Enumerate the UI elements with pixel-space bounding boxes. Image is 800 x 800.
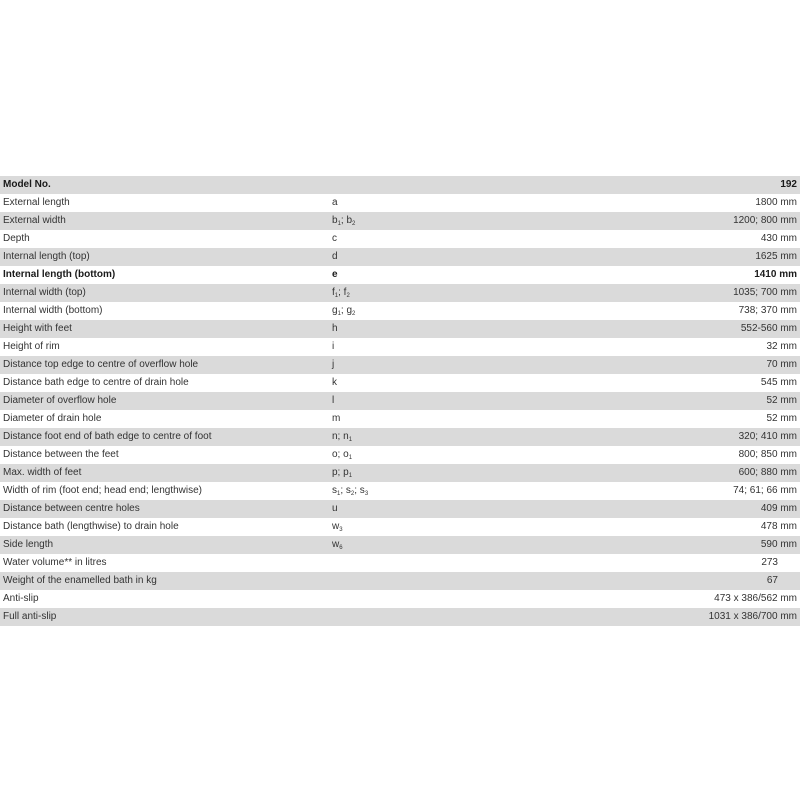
row-value: 800; 850 mm [738,449,797,460]
table-row [0,230,800,248]
row-label: External length [3,197,70,208]
row-label: Max. width of feet [3,467,82,478]
row-symbol [332,212,355,230]
row-label: Distance bath (lengthwise) to drain hole [3,521,179,532]
table-row [0,428,800,446]
row-symbol [332,518,343,536]
row-value: 1035; 700 mm [733,287,797,298]
table-row [0,302,800,320]
row-label: Height of rim [3,341,60,352]
row-value: 478 mm [760,521,797,532]
spec-table [0,176,800,626]
symbol-subscript: 2 [352,311,356,317]
row-value: 32 mm [766,341,797,352]
symbol-letter: c [332,233,337,244]
symbol-letter: a [332,197,338,208]
row-value: 738; 370 mm [738,305,797,316]
symbol-letter: s [332,485,337,496]
symbol-letter: w [332,521,340,532]
table-row [0,338,800,356]
row-label: Distance between centre holes [3,503,140,514]
row-symbol [332,248,338,266]
row-symbol [332,500,338,518]
symbol-subscript: 2 [350,491,355,497]
row-value: 552-560 mm [740,323,797,334]
row-symbol [332,194,338,212]
symbol-subscript: 1 [337,221,341,227]
symbol-letter: ; s [340,485,351,496]
row-value: 1200; 800 mm [733,215,797,226]
row-label: Distance bath edge to centre of drain hole [3,377,189,388]
row-symbol [332,536,343,554]
row-label: Diameter of overflow hole [3,395,117,406]
table-row [0,176,800,194]
row-label: Internal width (bottom) [3,305,103,316]
table-row [0,374,800,392]
row-value: 1410 mm [754,269,797,280]
table-row [0,212,800,230]
row-label: Anti-slip [3,593,39,604]
symbol-subscript: 1 [337,491,341,497]
row-value: 67 [766,575,778,586]
row-label: Height with feet [3,323,72,334]
symbol-letter: u [332,503,338,514]
row-symbol [332,428,352,446]
row-value: 320; 410 mm [738,431,797,442]
row-label: Weight of the enamelled bath in kg [3,575,157,586]
table-row [0,482,800,500]
symbol-letter: p; p [332,467,349,478]
table-row [0,554,800,572]
row-symbol [332,230,337,248]
row-symbol [332,446,352,464]
symbol-subscript: 2 [352,221,356,227]
row-value: 590 mm [760,539,797,550]
table-row [0,590,800,608]
symbol-letter: ; b [340,215,353,226]
symbol-letter: n; n [332,431,349,442]
symbol-subscript: 1 [348,455,353,461]
table-row [0,284,800,302]
row-symbol [332,266,338,284]
row-label: Internal length (bottom) [3,269,116,280]
row-label: Internal width (top) [3,287,86,298]
row-symbol [332,320,338,338]
row-symbol [332,392,334,410]
symbol-subscript: 2 [346,293,350,299]
symbol-letter: h [332,323,338,334]
symbol-letter: ; f [338,287,347,298]
symbol-letter: e [332,269,338,280]
table-row [0,194,800,212]
row-symbol [332,284,350,302]
symbol-letter: ; g [340,305,353,316]
row-label: Diameter of drain hole [3,413,102,424]
row-value: 1625 mm [755,251,797,262]
table-row [0,608,800,626]
symbol-letter: b [332,215,338,226]
row-label: Depth [3,233,30,244]
symbol-letter: g [332,305,338,316]
row-label: Full anti-slip [3,611,57,622]
symbol-subscript: 1 [348,473,353,479]
symbol-letter: l [332,395,335,406]
table-row [0,320,800,338]
symbol-subscript: 6 [339,545,343,551]
row-value: 273 [761,557,778,568]
table-row [0,410,800,428]
row-value: 1800 mm [755,197,797,208]
row-value: 600; 880 mm [738,467,797,478]
symbol-subscript: 1 [337,311,341,317]
table-row [0,500,800,518]
row-symbol [332,302,355,320]
row-symbol [332,338,334,356]
row-value: 430 mm [760,233,797,244]
row-value: 192 [780,179,797,190]
symbol-letter: i [332,341,335,352]
row-symbol [332,374,337,392]
row-symbol [332,410,340,428]
table-row [0,572,800,590]
row-value: 74; 61; 66 mm [733,485,797,496]
row-symbol [332,464,352,482]
table-row [0,536,800,554]
row-value: 52 mm [766,413,797,424]
row-value: 473 x 386/562 mm [714,593,797,604]
symbol-letter: m [332,413,341,424]
symbol-letter: w [332,539,340,550]
row-label: Distance top edge to centre of overflow hole [3,359,199,370]
table-row [0,392,800,410]
row-label: Internal length (top) [3,251,90,262]
table-row [0,518,800,536]
symbol-letter: k [332,377,337,388]
table-row [0,446,800,464]
table-row [0,464,800,482]
row-label: Model No. [3,179,51,190]
row-symbol [332,356,334,374]
symbol-subscript: 1 [334,293,339,299]
symbol-subscript: 1 [348,437,353,443]
symbol-letter: ; s [354,485,365,496]
table-row [0,248,800,266]
row-value: 70 mm [766,359,797,370]
row-label: External width [3,215,66,226]
row-symbol [332,482,368,500]
symbol-letter: d [332,251,338,262]
symbol-subscript: 3 [364,491,369,497]
table-row [0,266,800,284]
table-row [0,356,800,374]
row-label: Distance foot end of bath edge to centre of foot [3,431,212,442]
row-value: 1031 x 386/700 mm [708,611,797,622]
symbol-subscript: 3 [339,527,343,533]
symbol-letter: f [332,287,335,298]
symbol-letter: o; o [332,449,349,460]
row-label: Width of rim (foot end; head end; lengthwise) [3,485,202,496]
row-label: Distance between the feet [3,449,119,460]
row-value: 52 mm [766,395,797,406]
symbol-letter: j [332,359,335,370]
row-value: 545 mm [760,377,797,388]
row-label: Water volume** in litres [3,557,107,568]
row-label: Side length [3,539,54,550]
row-value: 409 mm [760,503,797,514]
